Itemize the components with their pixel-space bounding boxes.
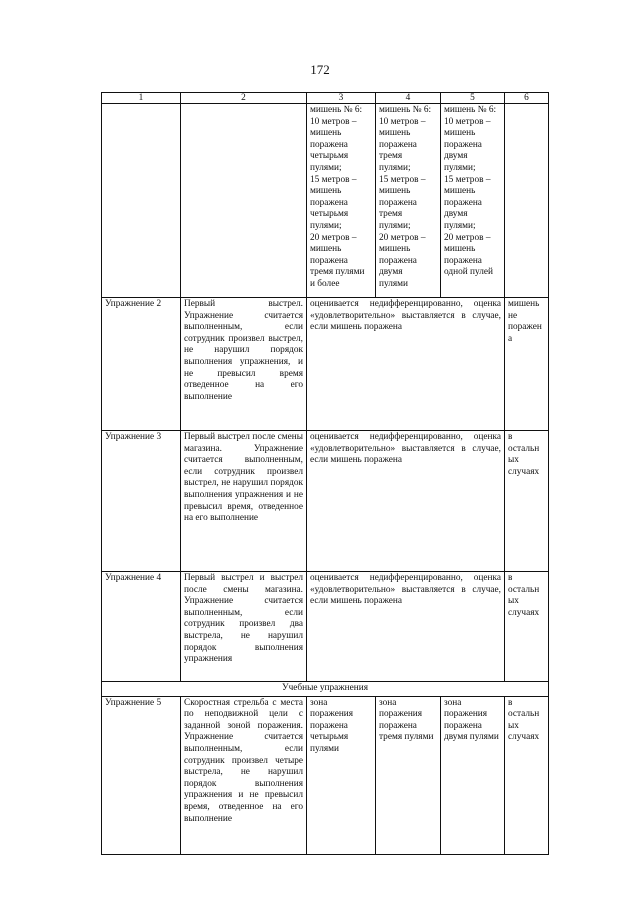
score-satisfactory-cell: зона поражения поражена двумя пулями (441, 696, 505, 854)
exercise-table (101, 92, 549, 855)
exercise-conditions: Первый выстрел после смены магазина. Упражнение считается выполненным, если сотрудник произвел выстрел, не нарушил порядок выполнения упражнения и не превысил время, отведенное на его выполнение (181, 431, 307, 572)
header-cell: 2 (181, 93, 307, 104)
score-excellent-cell: зона поражения поражена четырьмя пулями (307, 696, 376, 854)
header-cell: 5 (441, 93, 505, 104)
exercise-name: Упражнение 3 (102, 431, 181, 572)
header-cell: 6 (505, 93, 549, 104)
exercise-conditions: Скоростная стрельба с места по неподвижной цели с заданной зоной поражения. Упражнение считается выполненным, если сотрудник произвел четыре выстрела, не нарушил порядок выполнения упражнения и не превысил время, отведенное на его выполнение (181, 696, 307, 854)
evaluation-text: оценивается недифференцированно, оценка «удовлетворительно» выставляется в случае, если мишень поражена (307, 298, 505, 431)
score-good-cell: зона поражения поражена тремя пулями (376, 696, 441, 854)
evaluation-text: оценивается недифференцированно, оценка «удовлетворительно» выставляется в случае, если мишень поражена (307, 572, 505, 682)
table-row (102, 696, 549, 854)
section-title: Учебные упражнения (102, 682, 549, 697)
header-cell: 3 (307, 93, 376, 104)
exercise-conditions: Первый выстрел. Упражнение считается выполненным, если сотрудник произвел выстрел, не нарушил порядок выполнения упражнения, и не превысил время отведенное на его выполнение (181, 298, 307, 431)
failure-text: в остальных случаях (505, 696, 549, 854)
score-good-cell: мишень № 6: 10 метров – мишень поражена тремя пулями; 15 метров – мишень поражена тремя пулями; 20 метров – мишень поражена двумя пулями (376, 104, 441, 298)
empty-cell (181, 104, 307, 298)
page-number: 172 (310, 62, 330, 77)
exercise-conditions: Первый выстрел и выстрел после смены магазина. Упражнение считается выполненным, если сотрудник произвел два выстрела, не нарушил порядок выполнения упражнения (181, 572, 307, 682)
empty-cell (102, 104, 181, 298)
failure-text: мишень не поражена (505, 298, 549, 431)
exercise-name: Упражнение 2 (102, 298, 181, 431)
table-row (102, 298, 549, 431)
header-cell: 1 (102, 93, 181, 104)
failure-text: в остальных случаях (505, 431, 549, 572)
continuation-row (102, 104, 549, 298)
header-row (102, 93, 549, 104)
exercise-name: Упражнение 5 (102, 696, 181, 854)
table-row (102, 572, 549, 682)
table-row (102, 431, 549, 572)
score-satisfactory-cell: мишень № 6: 10 метров – мишень поражена двумя пулями; 15 метров – мишень поражена двумя пулями; 20 метров – мишень поражена одной пулей (441, 104, 505, 298)
exercise-name: Упражнение 4 (102, 572, 181, 682)
evaluation-text: оценивается недифференцированно, оценка «удовлетворительно» выставляется в случае, если мишень поражена (307, 431, 505, 572)
empty-cell (505, 104, 549, 298)
header-cell: 4 (376, 93, 441, 104)
score-excellent-cell: мишень № 6: 10 метров – мишень поражена четырьмя пулями; 15 метров – мишень поражена четырьмя пулями; 20 метров – мишень поражена тремя пулями и более (307, 104, 376, 298)
failure-text: в остальных случаях (505, 572, 549, 682)
section-row (102, 682, 549, 697)
